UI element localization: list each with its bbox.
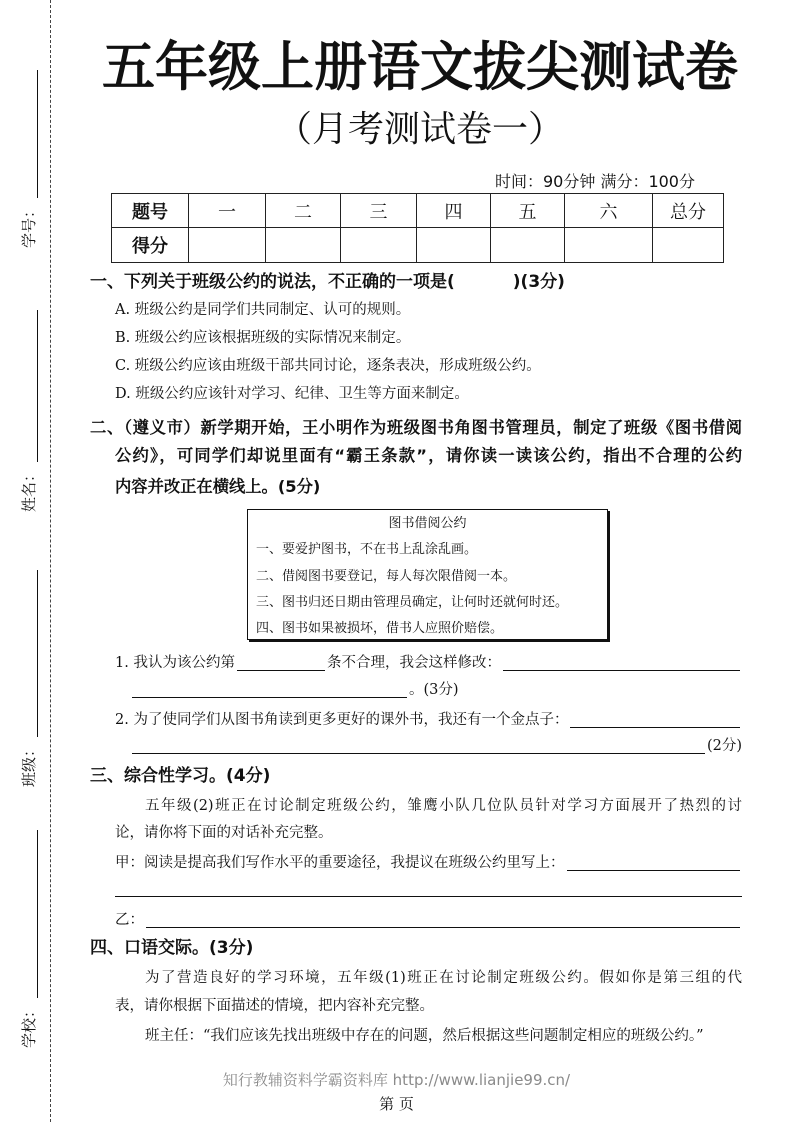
section-1-question	[90, 272, 565, 292]
score-table-column: 三	[341, 194, 417, 228]
score-table	[111, 193, 724, 263]
score-table-total-column: 总分	[653, 194, 724, 228]
question-1-revision-blank-continued[interactable]	[132, 682, 407, 698]
section-2-stem-line: 二、（遵义市）新学期开始，王小明作为班级图书角图书管理员，制定了班级《图书借阅	[90, 418, 742, 437]
question-2-idea-blank-continued[interactable]	[132, 738, 705, 754]
speaker-a-blank-continued[interactable]	[115, 896, 742, 897]
speaker-a-row	[115, 853, 742, 873]
section-2-question-1-continued	[130, 680, 459, 700]
class-label: 班级：	[20, 741, 38, 787]
footer-watermark: 知行教辅资料学霸资料库 http://www.lianjie99.cn/	[222, 1071, 571, 1089]
charter-article: 四、图书如果被损坏，借书人应照价赔偿。	[256, 621, 504, 636]
speaker-b-prompt: 乙：	[115, 912, 144, 928]
library-charter-box	[247, 509, 608, 640]
question-2-idea-blank[interactable]	[570, 712, 740, 728]
student-id-blank[interactable]	[20, 70, 38, 198]
section-3-title: 三、综合性学习。(4分)	[90, 766, 271, 786]
class-blank[interactable]	[20, 570, 38, 737]
class-field	[20, 570, 38, 787]
question-number-header: 题号	[112, 194, 189, 228]
charter-title: 图书借阅公约	[388, 516, 467, 531]
student-name-label: 姓名：	[20, 466, 38, 512]
score-cell[interactable]	[341, 228, 417, 263]
question-1-text-middle: 条不合理，我会这样修改：	[326, 655, 501, 671]
section-4-intro-line: 为了营造良好的学习环境，五年级(1)班正在讨论制定班级公约。假如你是第三组的代	[145, 970, 742, 986]
section-4-title: 四、口语交际。(3分)	[90, 938, 254, 958]
speaker-b-row	[115, 910, 742, 930]
question-1-article-blank[interactable]	[237, 655, 325, 671]
school-field	[20, 830, 38, 1048]
score-table-column: 六	[565, 194, 653, 228]
score-cell[interactable]	[417, 228, 491, 263]
teacher-dialogue-line: 班主任：“我们应该先找出班级中存在的问题，然后根据这些问题制定相应的班级公约。”	[145, 1028, 704, 1044]
section-4-intro-line: 表，请你根据下面描述的情境，把内容补充完整。	[115, 998, 434, 1014]
option-c: C. 班级公约应该由班级干部共同讨论，逐条表决，形成班级公约。	[115, 358, 541, 374]
speaker-b-blank[interactable]	[146, 912, 740, 928]
exam-title: 五年级上册语文拔尖测试卷	[102, 37, 738, 98]
score-table-column: 五	[491, 194, 565, 228]
score-table-column: 四	[417, 194, 491, 228]
score-row-label: 得分	[112, 228, 189, 263]
charter-article: 一、要爱护图书，不在书上乱涂乱画。	[256, 542, 478, 557]
score-cell[interactable]	[189, 228, 266, 263]
school-label: 学校：	[20, 1002, 38, 1048]
question-2-score: (2分)	[706, 738, 742, 754]
option-d: D. 班级公约应该针对学习、纪律、卫生等方面来制定。	[115, 386, 469, 402]
student-id-label: 学号：	[20, 202, 38, 248]
section-2-stem-line: 内容并改正在横线上。(5分)	[115, 477, 321, 496]
student-name-field	[20, 310, 38, 512]
section-3-intro-line: 五年级(2)班正在讨论制定班级公约，雏鹰小队几位队员针对学习方面展开了热烈的讨	[145, 798, 742, 814]
charter-article: 二、借阅图书要登记，每人每次限借阅一本。	[256, 569, 517, 584]
section-3-intro-line: 论，请你将下面的对话补充完整。	[115, 825, 333, 841]
score-cell[interactable]	[491, 228, 565, 263]
score-table-column: 一	[189, 194, 266, 228]
score-cell[interactable]	[565, 228, 653, 263]
section-1-score: )(3分)	[512, 272, 565, 292]
question-1-revision-blank[interactable]	[503, 655, 740, 671]
score-table-column: 二	[266, 194, 341, 228]
exam-time-and-score: 时间：90分钟 满分：100分	[495, 172, 695, 191]
question-1-score: 。(3分)	[409, 682, 459, 698]
score-cell[interactable]	[266, 228, 341, 263]
school-blank[interactable]	[20, 830, 38, 998]
score-table-header-row	[112, 194, 724, 228]
section-2-stem-line: 公约》，可同学们却说里面有“霸王条款”，请你读一读该公约，指出不合理的公约	[115, 446, 742, 465]
page-number-label: 第 页	[379, 1095, 414, 1113]
student-name-blank[interactable]	[20, 310, 38, 462]
speaker-a-prompt: 甲：阅读是提高我们写作水平的重要途径，我提议在班级公约里写上：	[115, 855, 565, 871]
charter-article: 三、图书归还日期由管理员确定，让何时还就何时还。	[256, 595, 569, 610]
section-2-question-1	[115, 653, 742, 673]
student-id-field	[20, 70, 38, 248]
section-2-question-2-continued	[130, 736, 742, 756]
question-1-text: 1. 我认为该公约第	[115, 655, 235, 671]
speaker-a-blank[interactable]	[567, 855, 741, 871]
option-a: A. 班级公约是同学们共同制定、认可的规则。	[115, 302, 411, 318]
total-score-cell[interactable]	[653, 228, 724, 263]
section-2-question-2	[115, 710, 742, 730]
exam-subtitle: （月考测试卷一）	[275, 109, 564, 150]
section-1-answer-blank[interactable]	[455, 286, 513, 287]
binding-cut-line	[50, 0, 51, 1122]
section-1-stem: 一、下列关于班级公约的说法，不正确的一项是(	[90, 272, 455, 292]
option-b: B. 班级公约应该根据班级的实际情况来制定。	[115, 330, 411, 346]
question-2-text: 2. 为了使同学们从图书角读到更多更好的课外书，我还有一个金点子：	[115, 712, 569, 728]
score-table-score-row	[112, 228, 724, 263]
